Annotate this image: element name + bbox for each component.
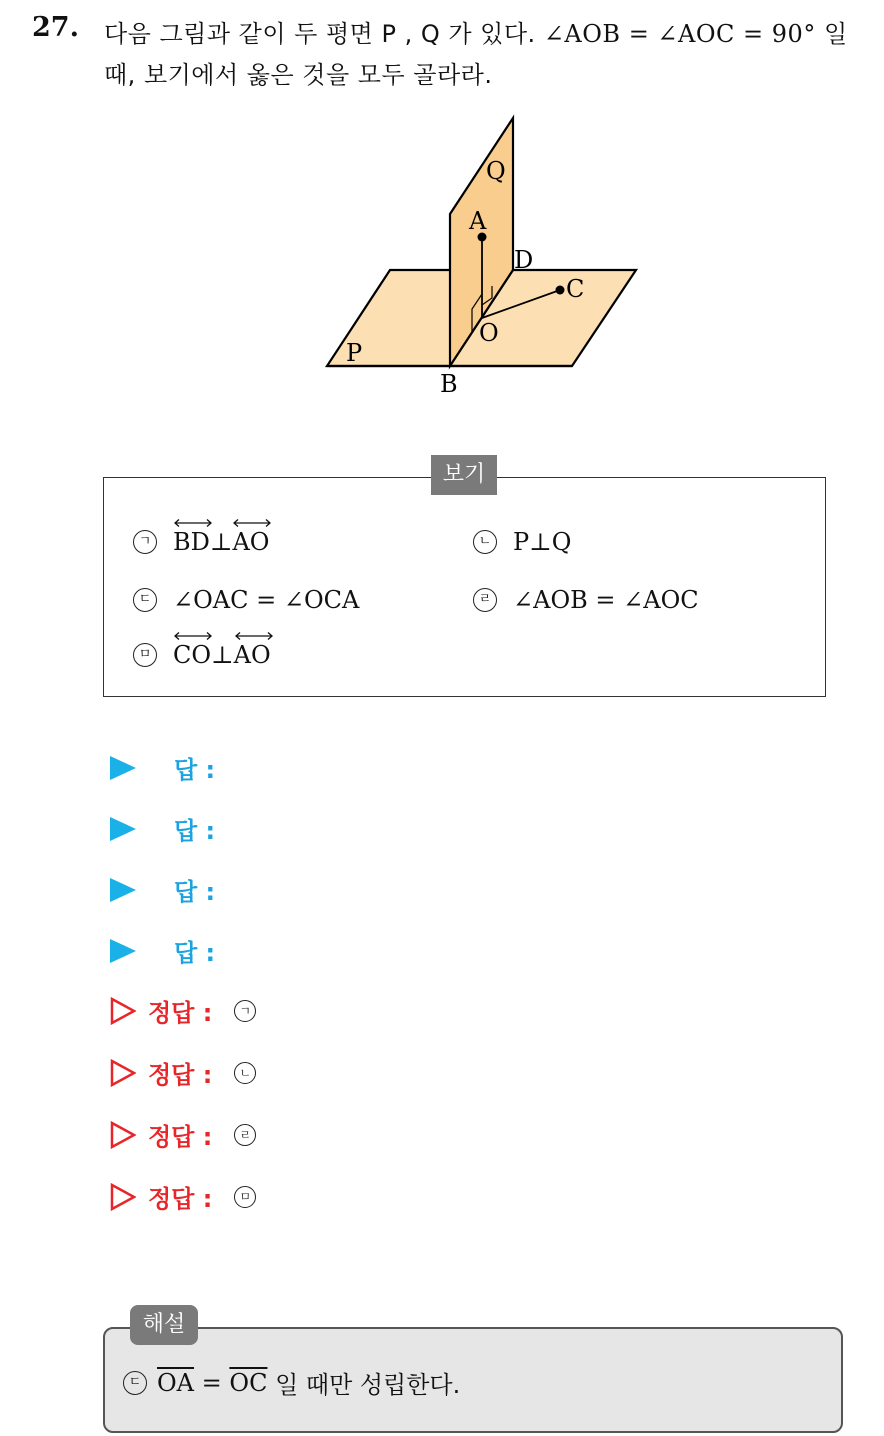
bogi-item-4: [473, 586, 699, 614]
label-p: P: [346, 339, 363, 367]
bogi-item-1: [133, 528, 269, 556]
label-o: O: [479, 319, 499, 347]
marker-circle: ㄴ: [473, 530, 497, 554]
outline-triangle-icon: [110, 1059, 136, 1087]
bogi-item-text: ∠AOB = ∠AOC: [513, 586, 699, 614]
correct-answer-label: 정답 :: [148, 1185, 213, 1213]
answer-label: 답 :: [174, 939, 216, 967]
perpendicular-op: ⊥: [209, 528, 233, 556]
correct-answer-label: 정답 :: [148, 1061, 213, 1089]
outline-triangle-icon: [110, 997, 136, 1025]
bogi-item-text: ∠OAC = ∠OCA: [173, 586, 360, 614]
equals-sign: =: [194, 1368, 230, 1397]
play-triangle-icon: [110, 756, 136, 780]
answer-blank-row: [110, 811, 215, 846]
outline-triangle-icon: [110, 1183, 136, 1211]
point-c: [556, 286, 565, 295]
answer-label: 답 :: [174, 878, 216, 906]
marker-circle: ㄹ: [473, 588, 497, 612]
label-a: A: [469, 207, 487, 235]
question-text-line1: [104, 14, 848, 49]
marker-circle: ㄷ: [133, 588, 157, 612]
correct-answer-value: ㄴ: [234, 1062, 256, 1084]
marker-circle: ㄷ: [123, 1371, 147, 1395]
question-angle-condition: ∠AOB = ∠AOC = 90°: [543, 20, 816, 48]
play-triangle-icon: [110, 878, 136, 902]
correct-answer-label: 정답 :: [148, 1123, 213, 1151]
outline-triangle-icon: [110, 1121, 136, 1149]
correct-answer-row: [110, 1055, 256, 1090]
bogi-item-2: [473, 528, 571, 556]
correct-answer-row: [110, 1117, 256, 1152]
label-d: D: [514, 246, 534, 274]
line-segment: BD: [173, 528, 210, 556]
correct-answer-value: ㅁ: [234, 1186, 256, 1208]
segment-oc-label: $\overline{OC}$: [229, 1368, 268, 1397]
label-b: B: [440, 370, 458, 398]
answer-label: 답 :: [174, 817, 216, 845]
double-arrow-icon: [173, 518, 213, 528]
answer-label: 답 :: [174, 756, 216, 784]
correct-answer-row: [110, 1179, 256, 1214]
marker-circle: ㄱ: [133, 530, 157, 554]
answer-blank-row: [110, 872, 215, 907]
play-triangle-icon: [110, 939, 136, 963]
bogi-item-5: [133, 641, 271, 669]
correct-answer-row: [110, 993, 256, 1028]
line-segment: CO: [173, 641, 211, 669]
line-segment: AO: [234, 641, 271, 669]
correct-answer-value: ㄹ: [234, 1124, 256, 1146]
bogi-item-text: P⊥Q: [513, 528, 572, 556]
double-arrow-icon: [173, 631, 213, 641]
segment-oa-label: $\overline{OA}$: [157, 1368, 195, 1397]
question-number: 27.: [32, 12, 79, 43]
answer-blank-row: [110, 933, 215, 968]
label-q: Q: [486, 157, 506, 185]
planes-figure: [0, 100, 884, 400]
bogi-tag: 보기: [431, 455, 497, 495]
answer-blank-row: [110, 750, 215, 785]
double-arrow-icon: [232, 518, 272, 528]
correct-answer-value: ㄱ: [234, 1000, 256, 1022]
label-c: C: [566, 275, 585, 303]
double-arrow-icon: [234, 631, 274, 641]
line-segment: AO: [232, 528, 269, 556]
marker-circle: ㅁ: [133, 643, 157, 667]
correct-answer-label: 정답 :: [148, 999, 213, 1027]
solution-text: [123, 1365, 460, 1400]
question-text-part-a: 다음 그림과 같이 두 평면 P , Q 가 있다.: [104, 20, 544, 48]
solution-rest: 일 때만 성립한다.: [267, 1371, 461, 1399]
bogi-item-3: [133, 586, 359, 614]
question-text-part-b: 일: [815, 20, 848, 48]
question-text-line2: 때, 보기에서 옳은 것을 모두 골라라.: [104, 61, 493, 89]
solution-tag: 해설: [130, 1305, 198, 1345]
perpendicular-op: ⊥: [211, 641, 234, 669]
play-triangle-icon: [110, 817, 136, 841]
